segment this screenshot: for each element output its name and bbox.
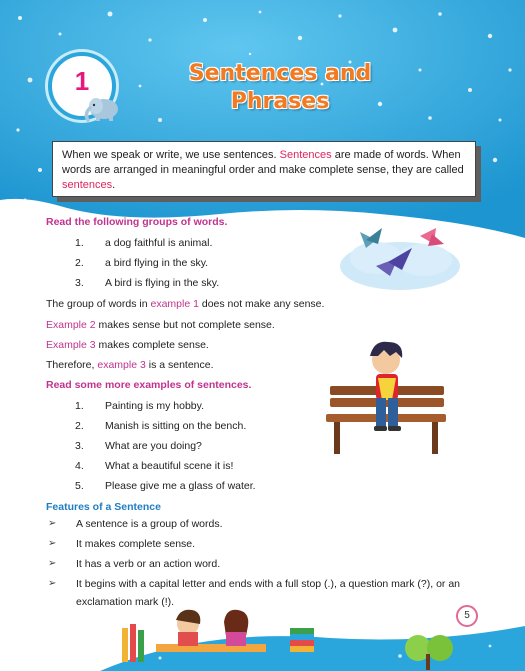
list-item bbox=[46, 277, 306, 291]
intro-text: . bbox=[112, 179, 116, 191]
intro-term: sentences bbox=[62, 179, 113, 191]
arrow-bullet-icon: ➢ bbox=[48, 578, 57, 589]
item-text: What a beautiful scene it is! bbox=[105, 460, 234, 472]
list-item bbox=[46, 440, 306, 454]
section2-heading: Read some more examples of sentences. bbox=[46, 379, 252, 391]
item-number: 3. bbox=[75, 277, 84, 289]
item-text: A bird is flying in the sky. bbox=[105, 277, 220, 289]
explanation-text: makes sense but not complete sense. bbox=[95, 319, 275, 331]
list-item bbox=[46, 420, 306, 434]
feature-item bbox=[46, 578, 486, 592]
feature-text: It begins with a capital letter and ends with a full stop (.), a question mark (?), or an bbox=[76, 578, 461, 590]
sky-header bbox=[0, 0, 525, 250]
intro-term: Sentences bbox=[279, 149, 332, 161]
title-line-2: Phrases bbox=[230, 89, 330, 114]
intro-box bbox=[52, 141, 476, 197]
explanation-line bbox=[46, 359, 214, 371]
item-number: 4. bbox=[75, 460, 84, 472]
chapter-title bbox=[180, 60, 380, 116]
explanation-text: does not make any sense. bbox=[198, 298, 325, 310]
example-ref: Example 2 bbox=[46, 319, 96, 331]
example-ref: example 3 bbox=[97, 359, 146, 371]
list-item bbox=[46, 480, 306, 494]
sky-background bbox=[0, 0, 525, 250]
page-number: 5 bbox=[456, 605, 478, 627]
feature-text: exclamation mark (!). bbox=[76, 596, 175, 608]
arrow-bullet-icon: ➢ bbox=[48, 518, 57, 529]
arrow-bullet-icon: ➢ bbox=[48, 538, 57, 549]
list-item bbox=[46, 237, 306, 251]
explanation-line bbox=[46, 319, 275, 331]
explanation-line bbox=[46, 298, 324, 310]
feature-item bbox=[46, 558, 486, 572]
feature-text: It makes complete sense. bbox=[76, 538, 196, 550]
example-ref: example 1 bbox=[150, 298, 199, 310]
section1-heading: Read the following groups of words. bbox=[46, 216, 228, 228]
arrow-bullet-icon: ➢ bbox=[48, 558, 57, 569]
item-number: 2. bbox=[75, 257, 84, 269]
item-text: a bird flying in the sky. bbox=[105, 257, 209, 269]
item-number: 1. bbox=[75, 400, 84, 412]
elephant-icon bbox=[84, 94, 122, 122]
example-ref: Example 3 bbox=[46, 339, 96, 351]
explanation-line bbox=[46, 339, 209, 351]
item-number: 2. bbox=[75, 420, 84, 432]
item-number: 3. bbox=[75, 440, 84, 452]
features-heading: Features of a Sentence bbox=[46, 501, 161, 513]
boy-bench-illustration bbox=[326, 338, 450, 456]
chapter-number: 1 bbox=[74, 66, 90, 96]
item-text: a dog faithful is animal. bbox=[105, 237, 213, 249]
feature-item bbox=[46, 518, 486, 532]
item-text: Painting is my hobby. bbox=[105, 400, 205, 412]
item-text: Manish is sitting on the bench. bbox=[105, 420, 247, 432]
feature-text: A sentence is a group of words. bbox=[76, 518, 223, 530]
item-text: Please give me a glass of water. bbox=[105, 480, 256, 492]
explanation-text: makes complete sense. bbox=[95, 339, 209, 351]
item-text: What are you doing? bbox=[105, 440, 202, 452]
intro-text: When we speak or write, we use sentences. bbox=[62, 149, 280, 161]
list-item bbox=[46, 400, 306, 414]
item-number: 5. bbox=[75, 480, 84, 492]
feature-text: It has a verb or an action word. bbox=[76, 558, 221, 570]
title-line-1: Sentences and bbox=[188, 61, 372, 86]
list-item bbox=[46, 460, 306, 474]
explanation-text: Therefore, bbox=[46, 359, 98, 371]
feature-item bbox=[46, 538, 486, 552]
list-item bbox=[46, 257, 306, 271]
intro-text: are made of words. When words are arranged in meaningful order and make complete sense, they are called bbox=[62, 149, 464, 176]
explanation-text: is a sentence. bbox=[145, 359, 214, 371]
explanation-text: The group of words in bbox=[46, 298, 151, 310]
birds-cloud-illustration bbox=[336, 218, 464, 296]
item-number: 1. bbox=[75, 237, 84, 249]
